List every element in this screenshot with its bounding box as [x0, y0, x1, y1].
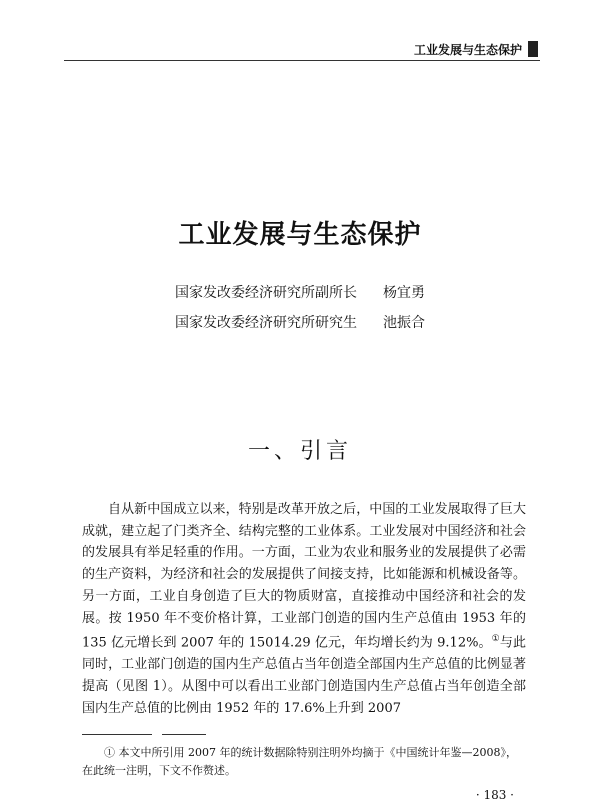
- author-line: [0, 308, 600, 338]
- running-header: [66, 40, 538, 58]
- footnote-ref[interactable]: ①: [491, 634, 500, 645]
- page-number: · 183 ·: [475, 788, 514, 802]
- article-title: 工业发展与生态保护: [178, 220, 422, 250]
- section-heading: 一、引言: [247, 439, 352, 464]
- header-rule: [64, 60, 540, 61]
- author-name: 杨宜勇: [383, 285, 425, 301]
- footnote-text: ① 本文中所引用 2007 年的统计数据除特别注明外均摘于《中国统计年鉴—2008》，在此统一注明，下文不作赘述。: [82, 746, 517, 777]
- body-text: [82, 499, 526, 719]
- author-name: 池振合: [383, 315, 425, 331]
- footnote-rule: [162, 734, 206, 735]
- footnote: [82, 744, 526, 780]
- paragraph-text: 与此同时，工业部门创造的国内生产总值占当年创造全部国内生产总值的比例显著提高（见图 1）。从图中可以看出工业部门创造国内生产总值占当年创造全部国内生产总值的比例由 1952 年的 17.6%上升到 2007: [82, 635, 526, 716]
- paragraph: [82, 499, 526, 719]
- footnote-rule: [82, 734, 152, 735]
- header-block-mark: [528, 41, 538, 57]
- paragraph-text: 自从新中国成立以来，特别是改革开放之后，中国的工业发展取得了巨大成就，建立起了门类齐全、结构完整的工业体系。工业发展对中国经济和社会的发展具有举足轻重的作用。一方面，工业为农业和服务业的发展提供了必需的生产资料，为经济和社会的发展提供了间接支持，比如能源和机械设备等。另一方面，工业自身创造了巨大的物质财富，直接推动中国经济和社会的发展。按 1950 年不变价格计算，工业部门创造的国内生产总值由 1953 年的 135 亿元增长到 2007 年的 15014.29 亿元，年均增长约为 9.12%。: [82, 502, 526, 651]
- running-title: 工业发展与生态保护: [413, 42, 522, 57]
- author-line: [0, 278, 600, 308]
- author-role: 国家发改委经济研究所研究生: [175, 315, 357, 331]
- author-list: [0, 278, 600, 338]
- author-role: 国家发改委经济研究所副所长: [175, 285, 357, 301]
